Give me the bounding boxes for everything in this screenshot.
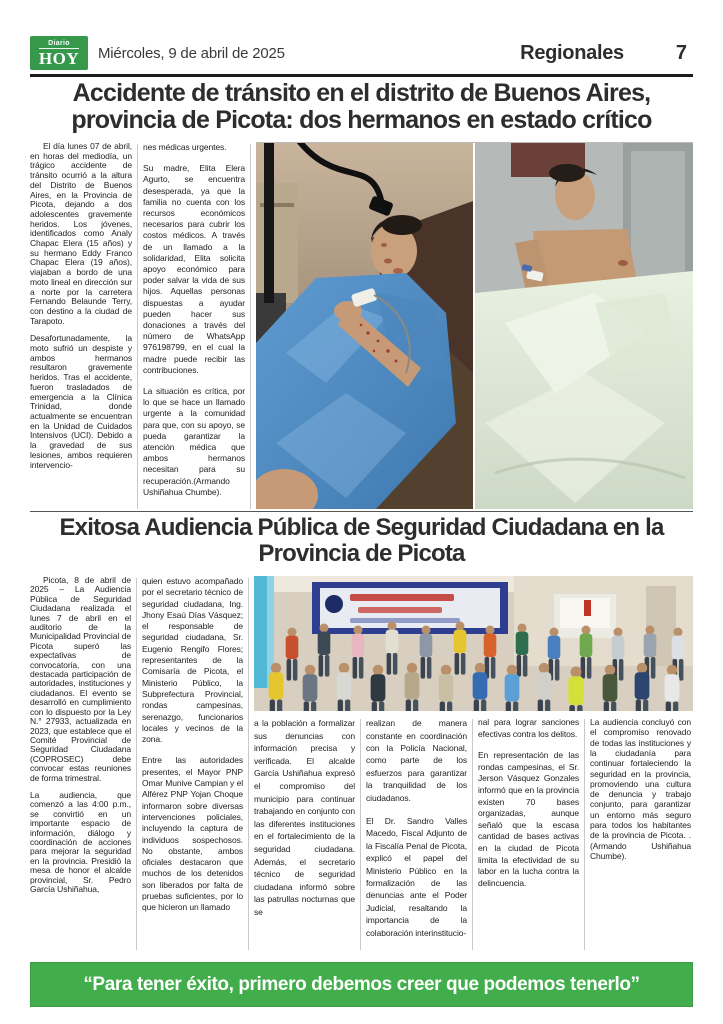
page-number: 7: [675, 41, 687, 64]
masthead-rule: [30, 74, 693, 77]
paragraph: Desafortunadamente, la moto sufrió un despiste y ambos hermanos resultaron gravemente heridos. Tras el accidente, fueron trasladados de emergencia a la Clínica Trinidad, donde actualmente se encuentran en la Unidad de Cuidados Intensivos (UCI). Debido a la gravedad de sus lesiones, ambos requieren intervencio-: [30, 333, 132, 470]
paragraph: nal para lograr sanciones efectivas contra los delitos.: [478, 717, 579, 739]
article1-body: [30, 142, 693, 509]
column-rule: [136, 578, 137, 950]
article2-headline: Exitosa Audiencia Pública de Seguridad Ciudadana en la Provincia de Picota: [59, 514, 664, 567]
motivational-quote-banner: [30, 962, 693, 1007]
paragraph: a la población a formalizar sus denuncias con información precisa y verificada. El alcalde García Ushiñahua expresó el compromiso del municipio para continuar trabajando en conjunto con las diferentes instituciones en el fortalecimiento de la seguridad ciudadana. Además, el secretario técnico de seguridad ciudadana informó sobre las patrullas nocturnas que se: [254, 718, 355, 917]
article1-column-2: [143, 142, 245, 509]
paragraph: nes médicas urgentes.: [143, 142, 227, 152]
article2-column-6: [590, 717, 691, 950]
paragraph: Picota, 8 de abril de 2025 – La Audiencia Pública de Seguridad Ciudadana realizada el lunes 7 de abril en el auditorio de la Municipalidad Provincial de Picota superó las expectativas de convocatoria, con una destacada participación de autoridades, instituciones y ciudadanos. El evento se desarrolló en cumplimiento con lo dispuesto por la Ley N.° 27933, actualizada en 2023, que establece que el Comité Provincial de Seguridad Ciudadana (COPROSEC) debe convocar estas reuniones de forma trimestral.: [30, 576, 131, 783]
paragraph: El Dr. Sandro Valles Macedo, Fiscal Adjunto de la Fiscalía Penal de Picota, explicó el papel del Ministerio Público en la formalización de las denuncias ante el Poder Judicial, resaltando la importancia de la colaboración interinstitucio-: [366, 815, 467, 938]
paragraph: La audiencia, que comenzó a las 4:00 p.m., se convirtió en un importante espacio de información, diálogo y coordinación de acciones para mejorar la seguridad en la provincia. Presidió la mesa de honor el alcalde provincial, Sr. Pedro García Ushiñahua,: [30, 789, 131, 894]
section-title: Regionales: [520, 41, 624, 64]
hospital-photo-right: [475, 143, 693, 509]
column-rule: [250, 144, 251, 509]
audience-group-photo: [254, 576, 693, 711]
section-divider: [30, 511, 693, 512]
column-rule: [137, 144, 138, 509]
article1-column-1: [30, 142, 132, 509]
paragraph: En representación de las rondas campesinas, el Sr. Jerson Vásquez Gonzales informó que en la provincia existen 70 bases organizadas, aunque señaló que la escasa cantidad de bases activas en la ciudad de Picota limita la efectividad de su labor en la lucha contra la delincuencia.: [478, 750, 579, 888]
article2-column-5: [478, 717, 579, 950]
paragraph: Entre las autoridades presentes, el Mayor PNP Omar Munive Campian y el Alférez PNP Yojan Choque informaron sobre diversas intervenciones policiales, incluyendo la captura de individuos sospechosos. No obstante, ambos oficiales destacaron que muchos de los detenidos son liberados por falta de pruebas suficientes, por lo que hicieron un llamado: [142, 755, 243, 913]
article2-column-3: [254, 717, 355, 950]
article2-body: [30, 576, 693, 950]
article2-column-4: [366, 717, 467, 950]
paragraph: El día lunes 07 de abril, en horas del mediodía, un trágico accidente de tránsito ocurrió a la altura del Distrito de Buenos Aires, en la Provincia de Picota, dejando a dos adolescentes gravemente heridos. Los jóvenes, identificados como Analy Chapac Elera (15 años) y su hermano Eddy Franco Chapac Elera (19 años), viajaban a bordo de una moto lineal en dirección sur a norte por la carretera Fernando Belaunde Terry, con destino a la ciudad de Tarapoto.: [30, 142, 132, 326]
column-rule: [584, 719, 585, 950]
masthead: [30, 34, 693, 72]
logo-hoy-text: HOY: [38, 48, 80, 68]
column-rule: [360, 719, 361, 950]
paragraph: realizan de manera constante en coordinación con la Policía Nacional, como parte de los esfuerzos para garantizar la tranquilidad de los ciudadanos.: [366, 718, 467, 803]
logo-diario-text: Diario: [48, 39, 70, 47]
article1-headline: Accidente de tránsito en el distrito de Buenos Aires, provincia de Picota: dos hermanos en estado crítico: [71, 79, 652, 134]
diario-hoy-logo: [30, 36, 88, 70]
paragraph: quien estuvo acompañado por el secretario técnico de seguridad ciudadana, Ing. Jhony Esaú Días Vásquez; el responsable de seguridad ciudadana, Sr. Eugenio Rengifo Flores; representantes de la Comisaría de Picota, el Ministerio Público, la Subprefectura Provincial, rondas campesinas, serenazgo, funcionarios locales y vecinos de la zona.: [142, 576, 243, 745]
edition-date: Miércoles, 9 de abril de 2025: [98, 44, 285, 62]
quote-text: “Para tener éxito, primero debemos creer que podemos tenerlo”: [83, 973, 640, 995]
article1-photos: [256, 142, 693, 509]
hospital-photo-left: [256, 143, 473, 509]
article2-column-1: [30, 576, 131, 950]
article2-column-2: [142, 576, 243, 950]
column-rule: [472, 719, 473, 950]
paragraph: La audiencia concluyó con el compromiso renovado de todas las instituciones y la ciudadanía para continuar fortaleciendo la seguridad en la provincia, promoviendo una cultura de denuncia y trabajo conjunto, para garantizar un entorno más seguro para todos los habitantes de la provincia de Picota. . (Armando Ushiñahua Chumbe).: [590, 717, 691, 861]
paragraph: La situación es crítica, por lo que se hace un llamado urgente a la comunidad para que, con su apoyo, se pueda garantizar la atención médica que ambos hermanos necesitan para su recuperación.(Armando Ushiñahua Chumbe).: [143, 386, 245, 497]
paragraph: Su madre, Elita Elera Agurto, se encuentra desesperada, ya que la familia no cuenta con los recursos económicos necesarios para cubrir los costos médicos. A través de un llamado a la solidaridad, Elita solicita apoyo económico para poder salvar la vida de sus hijos. Aquellas personas dispuestas a ayudar pueden hacer sus donaciones a través del número de WhatsApp 976198799, en el cual la madre puede recibir las contribuciones.: [143, 163, 245, 375]
column-rule: [248, 578, 249, 950]
